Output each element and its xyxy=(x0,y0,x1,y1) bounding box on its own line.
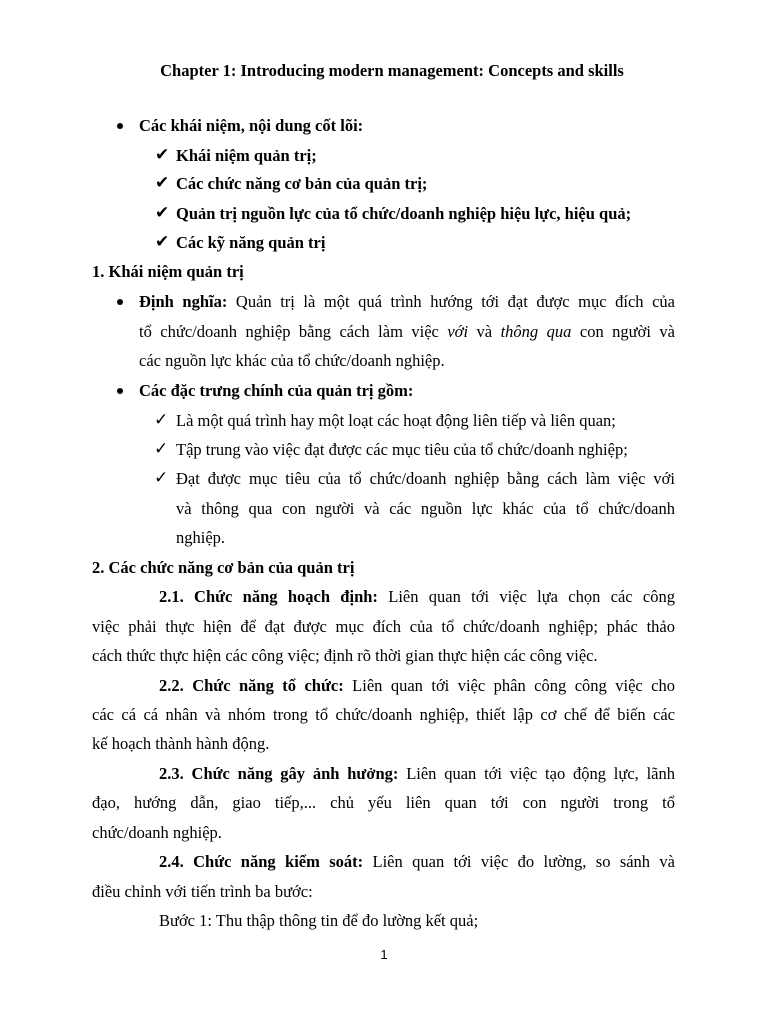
paragraph-text: Liên quan tới việc đo lường, so sánh và xyxy=(372,852,676,871)
paragraph-line: kế hoạch thành hành động. xyxy=(92,734,270,753)
feature-item: Là một quá trình hay một loạt các hoạt động liên tiếp và liên quan; xyxy=(176,411,616,430)
definition-line xyxy=(139,291,675,313)
definition-label: Định nghĩa: xyxy=(139,292,228,311)
feature-item: Đạt được mục tiêu của tổ chức/doanh nghiệp bằng cách làm việc với xyxy=(176,469,675,488)
emphasis-through: thông qua xyxy=(500,322,572,341)
function-label: 2.4. Chức năng kiểm soát: xyxy=(159,852,364,871)
paragraph-text: Liên quan tới việc lựa chọn các công xyxy=(388,587,676,606)
definition-text: và xyxy=(468,322,501,341)
section-heading: 1. Khái niệm quản trị xyxy=(92,262,244,281)
check-icon: ✓ xyxy=(154,439,169,459)
paragraph-line: việc phải thực hiện để đạt được mục đích của tổ chức/doanh nghiệp; phác thảo xyxy=(92,617,675,636)
paragraph-line: các cá cá nhân và nhóm trong tổ chức/doanh nghiệp, thiết lập cơ chế để biến các xyxy=(92,705,675,724)
core-heading: Các khái niệm, nội dung cốt lõi: xyxy=(139,116,364,135)
paragraph-line: chức/doanh nghiệp. xyxy=(92,823,222,842)
section-heading: 2. Các chức năng cơ bản của quản trị xyxy=(92,558,355,577)
feature-item: và thông qua con người và các nguồn lực khác của tổ chức/doanh xyxy=(176,499,675,518)
check-icon: ✔ xyxy=(155,173,170,193)
core-item: Các chức năng cơ bản của quản trị; xyxy=(176,174,428,193)
definition-line xyxy=(139,321,675,343)
function-label: 2.2. Chức năng tổ chức: xyxy=(159,676,344,695)
bullet-dot xyxy=(117,123,123,129)
chapter-title: Chapter 1: Introducing modern management: Concepts and skills xyxy=(160,61,624,80)
definition-text: con người và xyxy=(571,322,675,341)
paragraph-line xyxy=(159,586,675,608)
paragraph-line: đạo, hướng dẫn, giao tiếp,... chủ yếu liên quan tới con người trong tổ xyxy=(92,793,675,812)
function-label: 2.1. Chức năng hoạch định: xyxy=(159,587,378,606)
check-icon: ✓ xyxy=(154,468,169,488)
core-item: Quản trị nguồn lực của tổ chức/doanh nghiệp hiệu lực, hiệu quả; xyxy=(176,204,632,223)
feature-item: Tập trung vào việc đạt được các mục tiêu của tổ chức/doanh nghiệp; xyxy=(176,440,628,459)
check-icon: ✔ xyxy=(155,145,170,165)
feature-item: nghiệp. xyxy=(176,528,226,547)
core-item: Khái niệm quản trị; xyxy=(176,146,317,165)
check-icon: ✓ xyxy=(154,410,169,430)
check-icon: ✔ xyxy=(155,232,170,252)
paragraph-line xyxy=(159,675,675,697)
bullet-dot xyxy=(117,388,123,394)
function-label: 2.3. Chức năng gây ảnh hưởng: xyxy=(159,764,399,783)
definition-text: tổ chức/doanh nghiệp bằng cách làm việc xyxy=(139,322,448,341)
paragraph-line: điều chỉnh với tiến trình ba bước: xyxy=(92,882,313,901)
features-heading: Các đặc trưng chính của quản trị gồm: xyxy=(139,381,414,400)
paragraph-text: Liên quan tới việc tạo động lực, lãnh xyxy=(406,764,675,783)
page-number: 1 xyxy=(380,947,388,962)
paragraph-line xyxy=(159,763,675,785)
paragraph-line: cách thức thực hiện các công việc; định rõ thời gian thực hiện các công việc. xyxy=(92,646,598,665)
step-line: Bước 1: Thu thập thông tin để đo lường kết quả; xyxy=(159,911,479,930)
definition-text: Quản trị là một quá trình hướng tới đạt được mục đích của xyxy=(235,292,675,311)
paragraph-text: Liên quan tới việc phân công công việc cho xyxy=(352,676,675,695)
paragraph-line xyxy=(159,851,675,873)
check-icon: ✔ xyxy=(155,203,170,223)
emphasis-with: với xyxy=(447,322,469,341)
definition-line: các nguồn lực khác của tổ chức/doanh nghiệp. xyxy=(139,351,445,370)
core-item: Các kỹ năng quản trị xyxy=(176,233,326,252)
bullet-dot xyxy=(117,299,123,305)
